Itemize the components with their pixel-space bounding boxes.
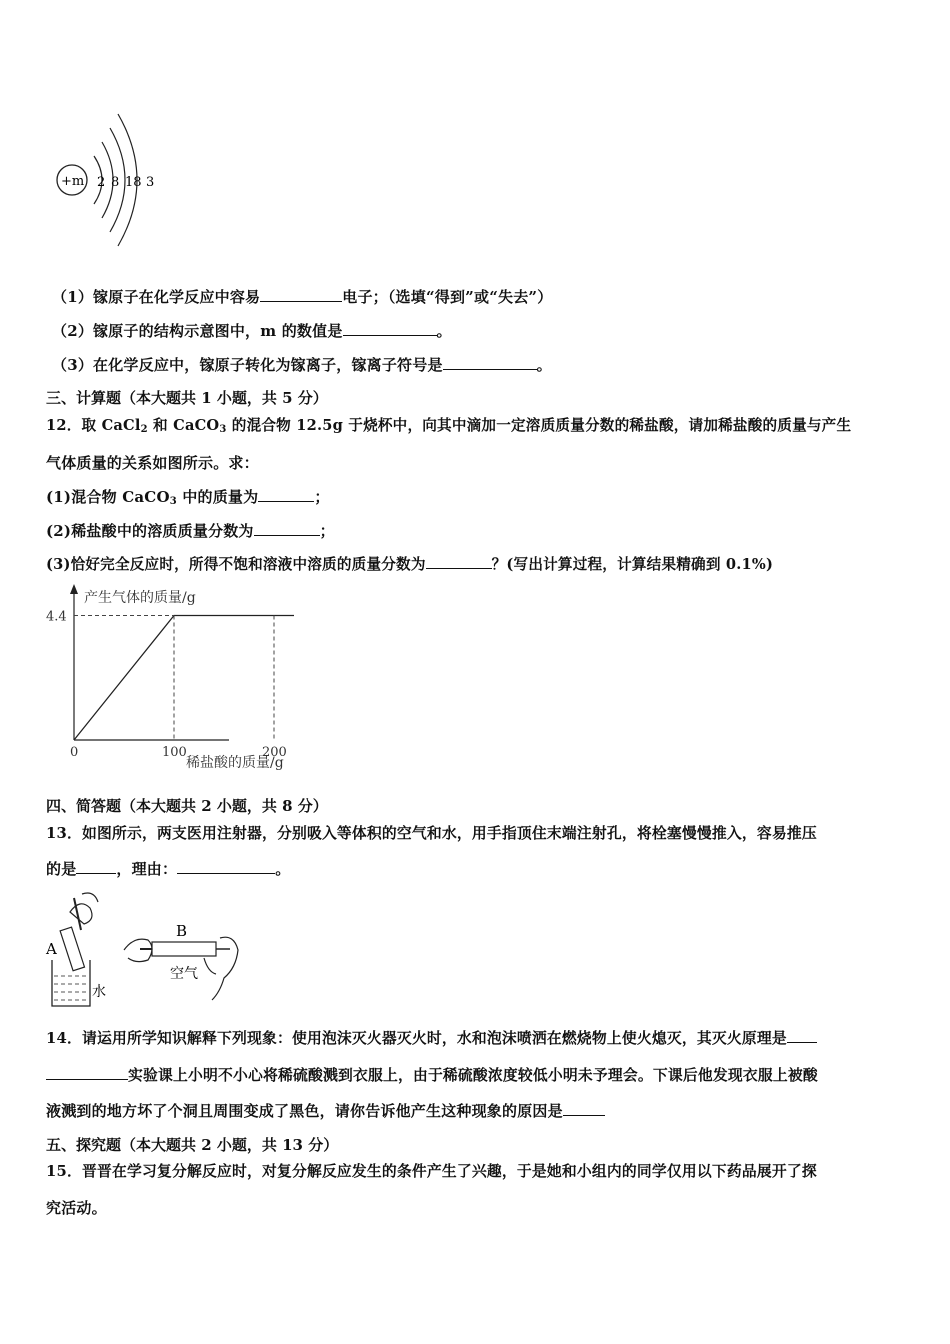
q11-part2-text-b: 。 (436, 322, 452, 340)
q12-sub3-b: ？(写出计算过程，计算结果精确到 0.1%) (491, 556, 774, 573)
q14-blank-3 (563, 1100, 605, 1116)
q11-part1-text-a: （1）镓原子在化学反应中容易 (52, 288, 261, 306)
q12-sub2-b: ； (319, 522, 335, 540)
q11-part2-text-a: （2）镓原子的结构示意图中，m 的数值是 (52, 322, 343, 340)
q11-part3-text-a: （3）在化学反应中，镓原子转化为镓离子，镓离子符号是 (52, 356, 443, 374)
label-water: 水 (92, 984, 106, 1000)
label-b: B (176, 922, 188, 940)
section-5-heading: 五、探究题（本大题共 2 小题，共 13 分） (46, 1136, 339, 1154)
q12-sub-2: 3 (219, 424, 227, 435)
q12-sub1-b: 中的质量为 (176, 488, 259, 506)
q14-line1 (46, 1027, 817, 1048)
q12-line2: 气体质量的关系如图所示。求： (46, 454, 259, 472)
q12-sub1-blank (258, 486, 314, 502)
q11-part2 (52, 320, 452, 341)
shell-count-2: 8 (111, 175, 120, 190)
q14-blank-2 (46, 1064, 128, 1080)
q12-sub1-c: ； (314, 488, 330, 506)
q12-sub-1: 2 (140, 424, 148, 435)
q14-line1-text: 14．请运用所学知识解释下列现象：使用泡沫灭火器灭火时，水和泡沫喷洒在燃烧物上使火熄灭，其灭火原理是 (46, 1030, 787, 1047)
q11-part1-text-b: 电子；（选填“得到”或“失去”） (342, 288, 553, 306)
q13-line2 (46, 858, 290, 879)
q14-line2 (46, 1064, 818, 1085)
q12-line1-a: 12．取 CaCl (46, 417, 141, 434)
section-4-heading: 四、简答题（本大题共 2 小题，共 8 分） (46, 797, 328, 815)
q12-sub1-a: (1)混合物 CaCO (46, 488, 170, 506)
q11-part3-text-b: 。 (536, 356, 552, 374)
x-tick-200: 200 (262, 745, 287, 760)
q15-line2: 究活动。 (46, 1199, 107, 1217)
q11-part3-blank (443, 354, 537, 370)
q12-line1-b: 和 CaCO (147, 417, 220, 434)
shell-count-3: 18 (125, 175, 142, 190)
q12-sub3 (46, 553, 773, 574)
q11-part2-blank (343, 320, 437, 336)
q13-line2-a: 的是 (46, 860, 77, 878)
x-axis-label: 稀盐酸的质量/g (186, 755, 284, 771)
y-axis-label: 产生气体的质量/g (84, 590, 196, 606)
q12-sub2-blank (254, 520, 320, 536)
q13-blank-1 (76, 858, 116, 874)
syringe-illustration (44, 888, 244, 1013)
shell-count-1: 2 (97, 175, 106, 190)
q13-blank-2 (177, 858, 275, 874)
q11-part1 (52, 286, 552, 307)
q15-line1: 15．晋晋在学习复分解反应时，对复分解反应发生的条件产生了兴趣，于是她和小组内的同学仅用以下药品展开了探 (46, 1163, 817, 1180)
gallium-atom-diagram (52, 108, 162, 253)
series-line (74, 616, 294, 741)
x-tick-0: 0 (70, 745, 79, 760)
gas-mass-chart (44, 580, 314, 780)
q11-part1-blank (260, 286, 342, 302)
q13-line2-c: 。 (275, 860, 291, 878)
q11-part3 (52, 354, 552, 375)
q13-line2-b: ，理由： (116, 860, 178, 878)
y-tick-4.4: 4.4 (46, 609, 67, 625)
label-a: A (46, 940, 57, 958)
shell-count-4: 3 (146, 175, 155, 190)
y-axis-arrow (70, 584, 78, 594)
q12-sub2-a: (2)稀盐酸中的溶质质量分数为 (46, 522, 254, 540)
q14-line2-text: 实验课上小明不小心将稀硫酸溅到衣服上，由于稀硫酸浓度较低小明未予理会。下课后他发现衣服上被酸 (128, 1067, 818, 1084)
q12-line1 (46, 414, 851, 435)
q12-sub1-sub: 3 (169, 496, 177, 507)
section-3-heading: 三、计算题（本大题共 1 小题，共 5 分） (46, 389, 328, 407)
q14-line3-text: 液溅到的地方坏了个洞且周围变成了黑色，请你告诉他产生这种现象的原因是 (46, 1102, 563, 1120)
q12-sub3-blank (426, 553, 492, 569)
q14-line3 (46, 1100, 605, 1121)
label-air: 空气 (170, 966, 198, 982)
nucleus-charge: +m (61, 174, 85, 189)
q12-sub3-a: (3)恰好完全反应时，所得不饱和溶液中溶质的质量分数为 (46, 556, 426, 573)
q12-sub1 (46, 486, 330, 507)
q12-sub2 (46, 520, 335, 541)
x-tick-100: 100 (162, 745, 187, 760)
q13-line1: 13．如图所示，两支医用注射器，分别吸入等体积的空气和水，用手指顶住末端注射孔，将栓塞慢慢推入，容易推压 (46, 825, 817, 842)
syringe-a (60, 893, 98, 971)
q14-blank-1 (787, 1027, 817, 1043)
q12-line1-c: 的混合物 12.5g 于烧杯中，向其中滴加一定溶质质量分数的稀盐酸，请加稀盐酸的质量与产生 (226, 417, 852, 434)
